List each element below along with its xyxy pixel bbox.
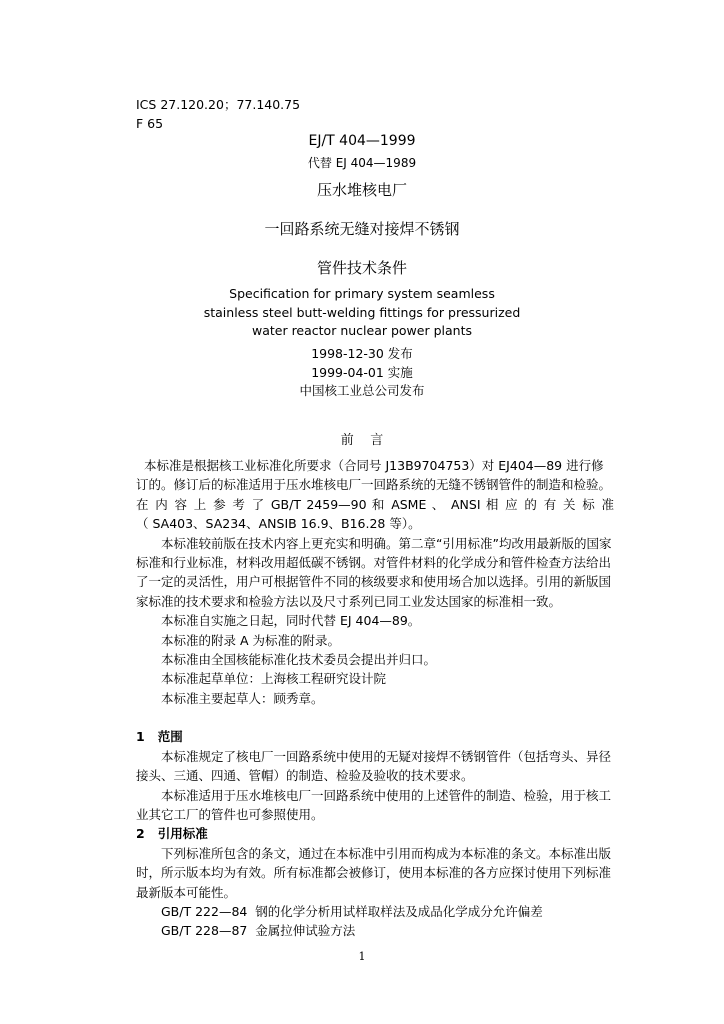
implementation-date: 1999-04-01 实施 [311,365,413,380]
english-title-line-1: Specification for primary system seamless [229,286,495,301]
foreword-p5: 本标准由全国核能标准化技术委员会提出并归口。 [161,652,437,668]
page-number: 1 [358,950,366,963]
english-title-line-3: water reactor nuclear power plants [251,323,472,338]
section-1-p2: 本标准适用于压水堆核电厂一回路系统中使用的上述管件的制造、检验，用于核工业其它工厂的管件也可参照使用。 [136,787,612,822]
reference-2: GB/T 228—87 金属拉伸试验方法 [161,923,356,939]
title-line-3: 管件技术条件 [316,259,407,277]
body-text [136,456,614,941]
foreword-p3: 本标准自实施之日起，同时代替 EJ 404—89。 [161,613,421,629]
english-title-line-2: stainless steel butt-welding fittings for pressurized [203,305,521,320]
foreword-p1-line1: 本标准是根据核工业标准化所要求（合同号 J13B9704753）对 EJ404—89 进行修 [144,458,604,473]
foreword-p1-line4: （ SA403、SA234、ANSIB 16.9、B16.28 等）。 [136,516,421,532]
foreword-p1-line2: 订的。修订后的标准适用于压水堆核电厂一回路系统的无缝不锈钢管件的制造和检验。 [136,477,612,493]
replaces-note: 代替 EJ 404—1989 [307,156,417,170]
ics-code: ICS 27.120.20；77.140.75 [136,97,301,112]
foreword-p2: 本标准较前版在技术内容上更充实和明确。第二章“引用标准”均改用最新版的国家标准和行业标准，材料改用超低碳不锈钢。对管件材料的化学成分和管件检查方法给出了一定的灵活性，用户可根据管件不同的核级要求和使用场合加以选择。引用的新版国家标准的技术要求和检验方法以及尺寸系列已同工业发达国家的标准相一致。 [136,535,612,609]
title-line-2: 一回路系统无缝对接焊不锈钢 [264,220,460,238]
foreword-p7: 本标准主要起草人：顾秀章。 [161,690,324,706]
classification-code: F 65 [136,116,164,131]
issue-date: 1998-12-30 发布 [311,346,413,361]
standard-number: EJ/T 404—1999 [308,133,416,149]
section-2-heading: 2 引用标准 [136,826,208,842]
reference-1: GB/T 222—84 钢的化学分析用试样取样法及成品化学成分允许偏差 [161,903,543,919]
publisher: 中国核工业总公司发布 [299,383,425,398]
section-1-heading: 1 范围 [136,729,183,745]
foreword-p4: 本标准的附录 A 为标准的附录。 [161,632,340,648]
title-line-1: 压水堆核电厂 [316,181,407,199]
foreword-p6: 本标准起草单位：上海核工程研究设计院 [161,671,387,687]
section-1-p1: 本标准规定了核电厂一回路系统中使用的无疑对接焊不锈钢管件（包括弯头、异径接头、三通、四通、管帽）的制造、检验及验收的技术要求。 [136,748,612,784]
section-2-p1: 下列标准所包含的条文，通过在本标准中引用而构成为本标准的条文。本标准出版时，所示版本均为有效。所有标准都会被修订，使用本标准的各方应探讨使用下列标准最新版本可能性。 [136,845,612,900]
foreword-p1-line3: 在 内 容 上 参 考 了 GB/T 2459—90 和 ASME 、 ANSI 相 应 的 有 关 标 准 [136,496,614,512]
foreword-heading: 前 言 [340,433,384,448]
